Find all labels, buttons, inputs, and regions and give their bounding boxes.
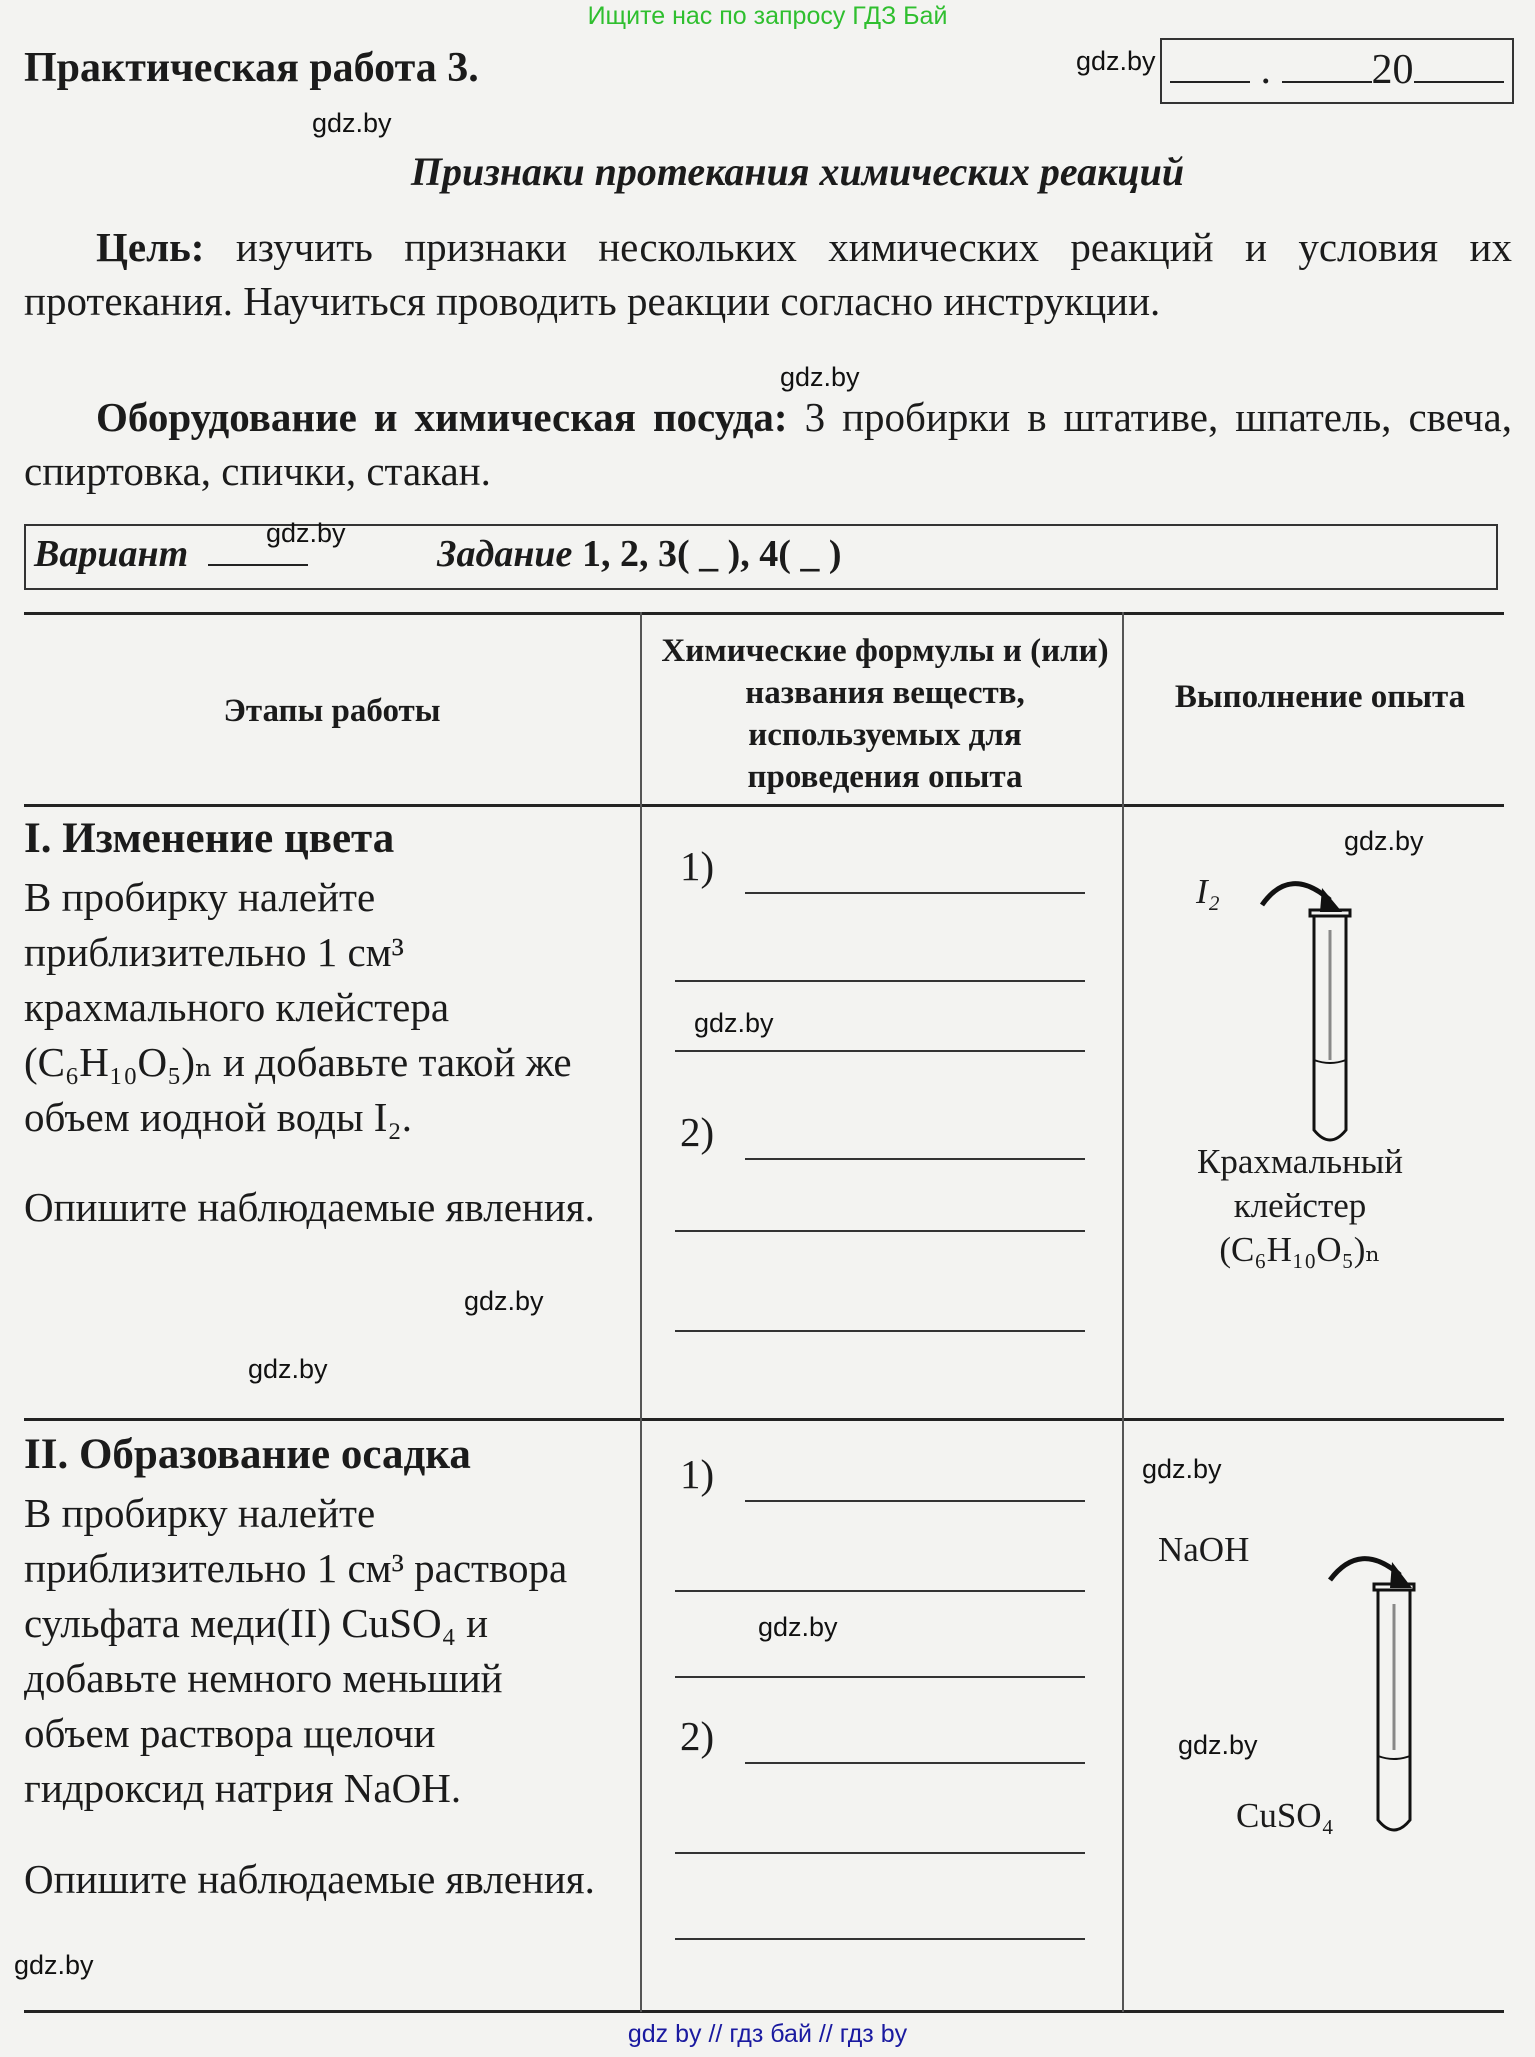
section2-text: В пробирку налейте приблизительно 1 см³ раствора сульфата меди(II) CuSO₄ и добавьте немного меньший объем раствора щелочи гидроксид натрия NaOH. xyxy=(24,1490,568,1811)
pour-arrow-icon xyxy=(1330,1559,1400,1580)
answer-line[interactable] xyxy=(675,1852,1085,1854)
equipment-text: 3 пробирки в штативе, шпатель, свеча, спиртовка, спички, стакан. xyxy=(24,394,1512,494)
header-stages: Этапы работы xyxy=(223,693,441,729)
section1-text: В пробирку налейте приблизительно 1 см³ крахмального клейстера (C₆H₁₀O₅)ₙ и добавьте такой же объем иодной воды I₂. xyxy=(24,874,572,1140)
section1-item2: 2) xyxy=(680,1109,715,1155)
section2-item1: 1) xyxy=(680,1451,715,1497)
table-col-divider-1 xyxy=(640,612,642,2012)
answer-line[interactable] xyxy=(745,892,1085,894)
watermark: gdz.by xyxy=(1344,826,1424,856)
section1-title: I. Изменение цвета xyxy=(24,815,395,862)
answer-line[interactable] xyxy=(675,980,1085,982)
date-year-prefix: 20 xyxy=(1371,47,1414,93)
section1-reagent: I₂ xyxy=(1196,872,1220,911)
variant-label: Вариант xyxy=(34,533,189,575)
watermark: gdz.by xyxy=(758,1612,838,1642)
section1-caption-line3: (C₆H₁₀O₅)ₙ xyxy=(1219,1230,1381,1269)
table-header-rule xyxy=(24,804,1504,807)
test-tube-figure-2 xyxy=(1300,1520,1430,1840)
answer-line[interactable] xyxy=(675,1230,1085,1232)
watermark: gdz.by xyxy=(1142,1454,1222,1484)
answer-line[interactable] xyxy=(675,1590,1085,1592)
footer-links[interactable]: gdz by // гдз бай // гдз by xyxy=(627,2020,908,2048)
table-bottom-rule xyxy=(24,2010,1504,2013)
goal-text: изучить признаки нескольких химических реакций и условия их протекания. Научиться проводить реакции согласно инструкции. xyxy=(24,224,1513,324)
pour-arrow-icon xyxy=(1262,884,1330,905)
answer-line[interactable] xyxy=(675,1676,1085,1678)
header-experiment: Выполнение опыта xyxy=(1174,679,1466,715)
answer-line[interactable] xyxy=(675,1938,1085,1940)
header-formulas: Химические формулы и (или) названия веществ, используемых для проведения опыта xyxy=(661,633,1109,795)
section2-caption: CuSO₄ xyxy=(1236,1796,1334,1835)
date-field: . 20 xyxy=(1170,46,1504,94)
equipment-paragraph xyxy=(24,390,1512,498)
watermark: gdz.by xyxy=(1076,46,1156,76)
task-label: Задание xyxy=(437,533,573,575)
section2-instruction: Опишите наблюдаемые явления. xyxy=(24,1856,595,1902)
answer-line[interactable] xyxy=(675,1330,1085,1332)
top-banner[interactable]: Ищите нас по запросу ГДЗ Бай xyxy=(587,2,948,30)
watermark: gdz.by xyxy=(694,1008,774,1038)
variant-line xyxy=(34,532,842,576)
goal-label: Цель: xyxy=(96,224,205,270)
watermark: gdz.by xyxy=(1178,1730,1258,1760)
answer-line[interactable] xyxy=(675,1050,1085,1052)
test-tube-figure-1 xyxy=(1250,860,1380,1150)
liquid-level xyxy=(1378,1756,1410,1759)
watermark: gdz.by xyxy=(266,518,346,548)
watermark: gdz.by xyxy=(14,1950,94,1980)
section1-item1: 1) xyxy=(680,843,715,889)
equipment-label: Оборудование и химическая посуда: xyxy=(96,394,788,440)
section1-instruction: Опишите наблюдаемые явления. xyxy=(24,1184,595,1230)
section1-caption-line2: клейстер xyxy=(1233,1186,1367,1225)
answer-line[interactable] xyxy=(745,1500,1085,1502)
page-title: Практическая работа 3. xyxy=(24,45,479,91)
watermark: gdz.by xyxy=(780,362,860,392)
liquid-level xyxy=(1314,1060,1346,1063)
table-top-rule xyxy=(24,612,1504,615)
watermark: gdz.by xyxy=(312,108,392,138)
section2-title: II. Образование осадка xyxy=(24,1431,471,1478)
task-text: 1, 2, 3( _ ), 4( _ ) xyxy=(581,533,842,575)
arrow-head-icon xyxy=(1320,888,1342,912)
watermark: gdz.by xyxy=(248,1354,328,1384)
table-col-divider-2 xyxy=(1122,612,1124,2012)
section1-caption-line1: Крахмальный xyxy=(1196,1142,1404,1181)
tube-rim xyxy=(1310,910,1350,916)
table-section-rule xyxy=(24,1418,1504,1421)
answer-line[interactable] xyxy=(745,1158,1085,1160)
answer-line[interactable] xyxy=(745,1762,1085,1764)
goal-paragraph xyxy=(24,220,1512,328)
section2-reagent: NaOH xyxy=(1158,1530,1250,1569)
section1-caption xyxy=(1160,1140,1440,1272)
section2-item2: 2) xyxy=(680,1713,715,1759)
subtitle: Признаки протекания химических реакций xyxy=(410,149,1185,194)
watermark: gdz.by xyxy=(464,1286,544,1316)
